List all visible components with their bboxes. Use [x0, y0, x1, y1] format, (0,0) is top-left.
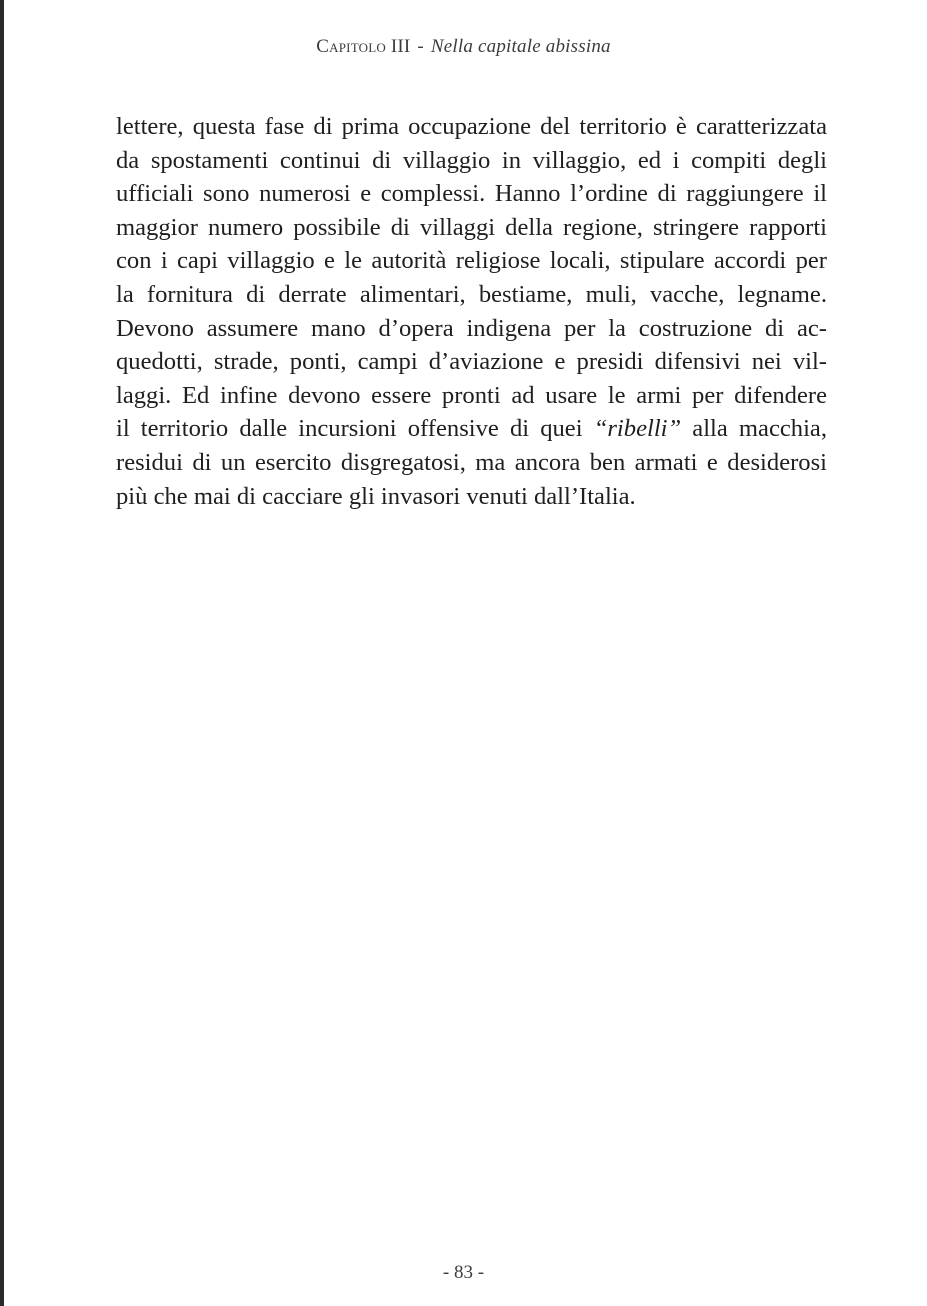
italic-term-ribelli: “ribelli”	[593, 415, 682, 443]
running-head-title: Nella capitale abissina	[430, 36, 611, 57]
body-paragraph	[116, 110, 827, 513]
text-segment: il territorio dalle incursioni offensive di quei	[116, 415, 594, 443]
text-line: ufficiali sono numerosi e complessi. Hanno l’ordine di raggiungere il	[116, 180, 827, 208]
page-number: - 83 -	[442, 1262, 485, 1283]
text-line: Devono assumere mano d’opera indigena per la costruzione di ac-	[116, 314, 827, 342]
text-line-with-italic	[116, 412, 827, 446]
running-head-separator: -	[417, 36, 424, 57]
running-head	[0, 36, 927, 58]
text-line-last: più che mai di cacciare gli invasori venuti dall’Italia.	[116, 482, 636, 510]
page-left-edge	[0, 0, 4, 1306]
text-line: da spostamenti continui di villaggio in villaggio, ed i compiti degli	[116, 146, 827, 174]
text-line: maggior numero possibile di villaggi della regione, stringere rapporti	[116, 213, 827, 241]
text-line: residui di un esercito disgregatosi, ma ancora ben armati e desiderosi	[116, 448, 827, 476]
text-line: quedotti, strade, ponti, campi d’aviazione e presidi difensivi nei vil-	[116, 348, 827, 376]
text-line: lettere, questa fase di prima occupazione del territorio è caratterizzata	[116, 113, 827, 140]
text-line: laggi. Ed infine devono essere pronti ad usare le armi per difendere	[116, 381, 827, 409]
text-line: la fornitura di derrate alimentari, bestiame, muli, vacche, legname.	[116, 280, 827, 308]
running-head-chapter: Capitolo III	[316, 36, 411, 57]
text-line: con i capi villaggio e le autorità religiose locali, stipulare accordi per	[116, 247, 827, 275]
text-segment: alla macchia,	[681, 415, 827, 443]
